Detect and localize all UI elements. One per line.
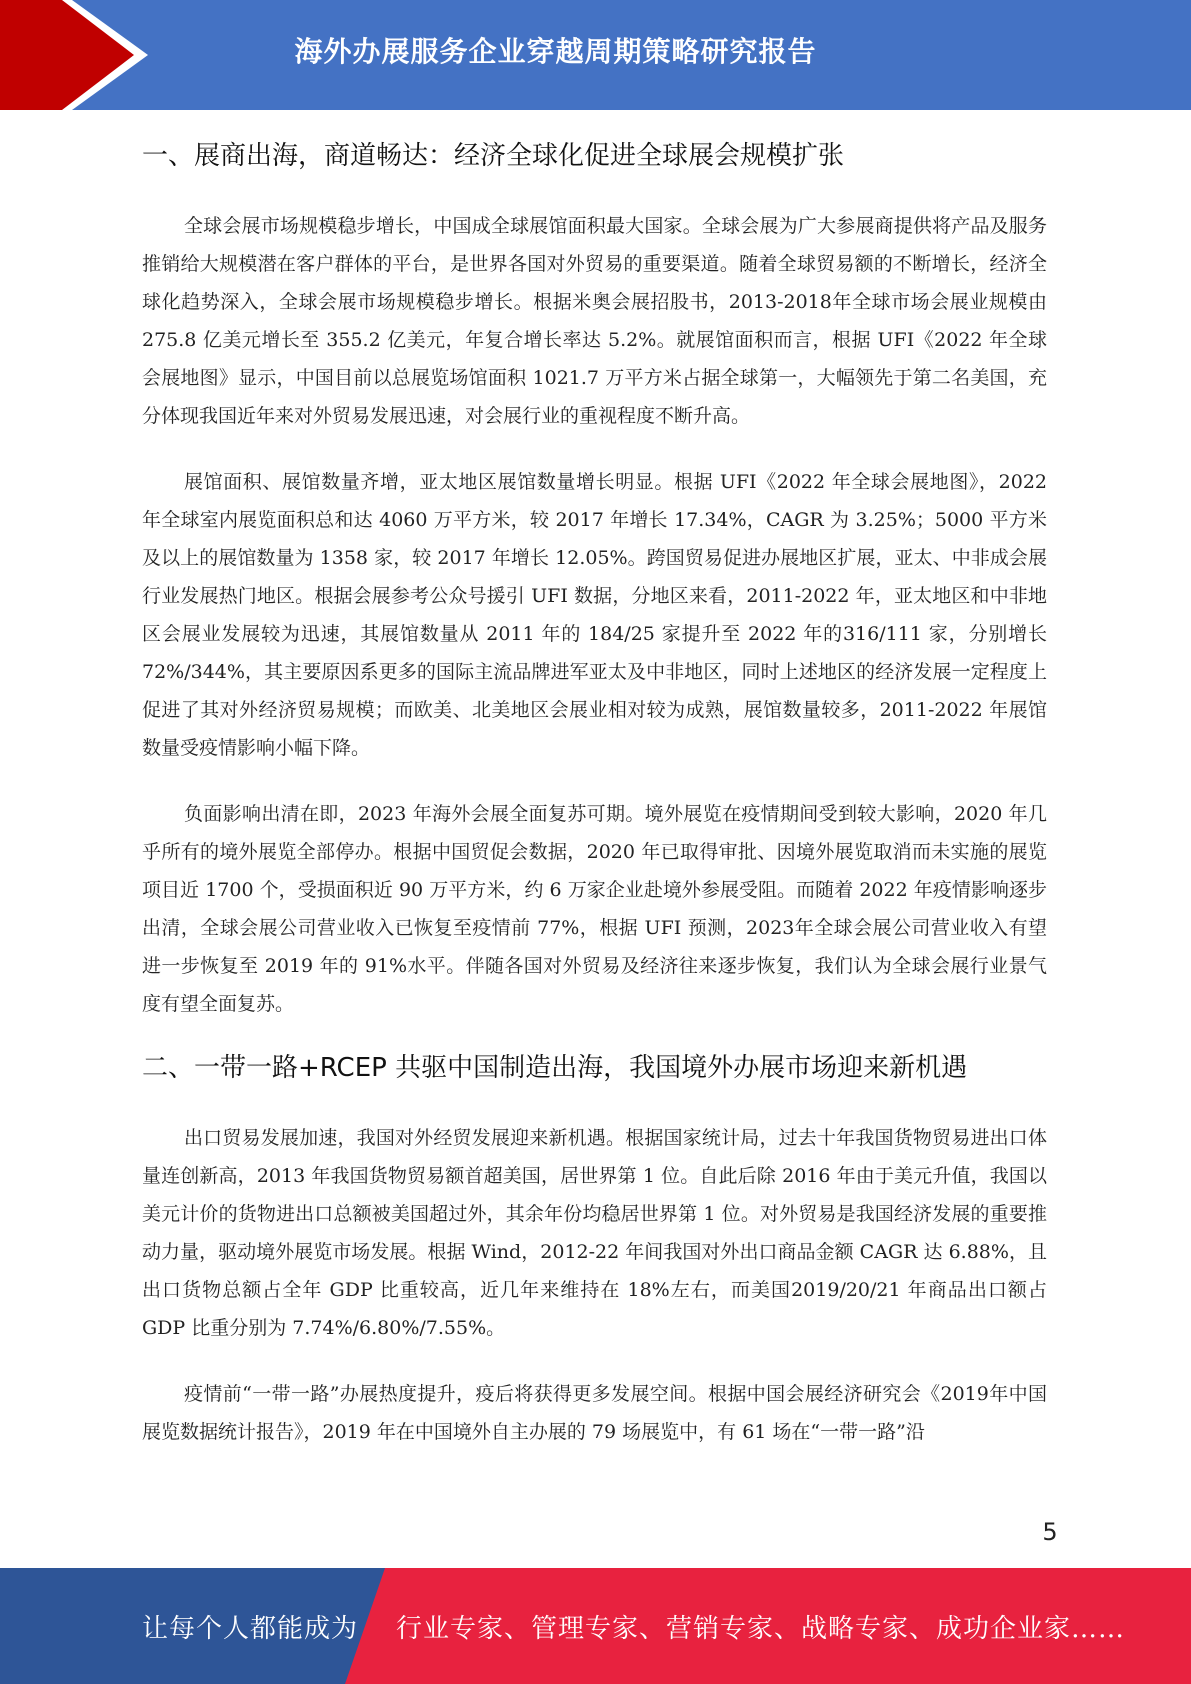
section-one-heading: 一、展商出海，商道畅达：经济全球化促进全球展会规模扩张 xyxy=(142,141,845,171)
footer-left-text: 让每个人都能成为 xyxy=(142,1613,359,1644)
page-content xyxy=(142,125,1047,1451)
footer-right-text: 行业专家、管理专家、营销专家、战略专家、成功企业家…… xyxy=(396,1613,1126,1644)
paragraph: 展馆面积、展馆数量齐增，亚太地区展馆数量增长明显。根据 UFI《2022 年全球会展地图》，2022 年全球室内展览面积总和达 4060 万平方米，较 2017 年增长 17.34%，CAGR 为 3.25%；5000 平方米及以上的展馆数量为 1358 家，较 2017 年增长 12.05%。跨国贸易促进办展地区扩展，亚太、中非成会展行业发展热门地区。根据会展参考公众号援引 UFI 数据，分地区来看，2011-2022 年，亚太地区和中非地区会展业发展较为迅速，其展馆数量从 2011 年的 184/25 家提升至 2022 年的316/111 家，分别增长 72%/344%，其主要原因系更多的国际主流品牌进军亚太及中非地区，同时上述地区的经济发展一定程度上促进了其对外经济贸易规模；而欧美、北美地区会展业相对较为成熟，展馆数量较多，2011-2022 年展馆数量受疫情影响小幅下降。 xyxy=(142,471,1047,759)
page-number: 5 xyxy=(1042,1518,1058,1546)
paragraph: 出口贸易发展加速，我国对外经贸发展迎来新机遇。根据国家统计局，过去十年我国货物贸易进出口体量连创新高，2013 年我国货物贸易额首超美国，居世界第 1 位。自此后除 2016 年由于美元升值，我国以美元计价的货物进出口总额被美国超过外，其余年份均稳居世界第 1 位。对外贸易是我国经济发展的重要推动力量，驱动境外展览市场发展。根据 Wind，2012-22 年间我国对外出口商品金额 CAGR 达 6.88%，且出口货物总额占全年 GDP 比重较高，近几年来维持在 18%左右，而美国2019/20/21 年商品出口额占 GDP 比重分别为 7.74%/6.80%/7.55%。 xyxy=(142,1127,1047,1339)
section-one xyxy=(142,131,1047,1023)
page-header xyxy=(0,0,1191,110)
paragraph: 全球会展市场规模稳步增长，中国成全球展馆面积最大国家。全球会展为广大参展商提供将产品及服务推销给大规模潜在客户群体的平台，是世界各国对外贸易的重要渠道。随着全球贸易额的不断增长，经济全球化趋势深入，全球会展市场规模稳步增长。根据米奥会展招股书，2013-2018年全球市场会展业规模由 275.8 亿美元增长至 355.2 亿美元，年复合增长率达 5.2%。就展馆面积而言，根据 UFI《2022 年全球会展地图》显示，中国目前以总展览场馆面积 1021.7 万平方米占据全球第一，大幅领先于第二名美国，充分体现我国近年来对外贸易发展迅速，对会展行业的重视程度不断升高。 xyxy=(142,215,1047,427)
section-two xyxy=(142,1043,1047,1451)
paragraph: 负面影响出清在即，2023 年海外会展全面复苏可期。境外展览在疫情期间受到较大影响，2020 年几乎所有的境外展览全部停办。根据中国贸促会数据，2020 年已取得审批、因境外展览取消而未实施的展览项目近 1700 个，受损面积近 90 万平方米，约 6 万家企业赴境外参展受阻。而随着 2022 年疫情影响逐步出清，全球会展公司营业收入已恢复至疫情前 77%，根据 UFI 预测，2023年全球会展公司营业收入有望进一步恢复至 2019 年的 91%水平。伴随各国对外贸易及经济往来逐步恢复，我们认为全球会展行业景气度有望全面复苏。 xyxy=(142,803,1047,1015)
section-two-heading: 二、一带一路+RCEP 共驱中国制造出海，我国境外办展市场迎来新机遇 xyxy=(142,1053,968,1083)
page-footer xyxy=(0,1568,1191,1684)
header-title-text: 海外办展服务企业穿越周期策略研究报告 xyxy=(294,35,817,68)
paragraph: 疫情前“一带一路”办展热度提升，疫后将获得更多发展空间。根据中国会展经济研究会《2019年中国展览数据统计报告》，2019 年在中国境外自主办展的 79 场展览中，有 61 场在“一带一路”沿 xyxy=(142,1383,1047,1443)
header-title xyxy=(150,0,1191,100)
